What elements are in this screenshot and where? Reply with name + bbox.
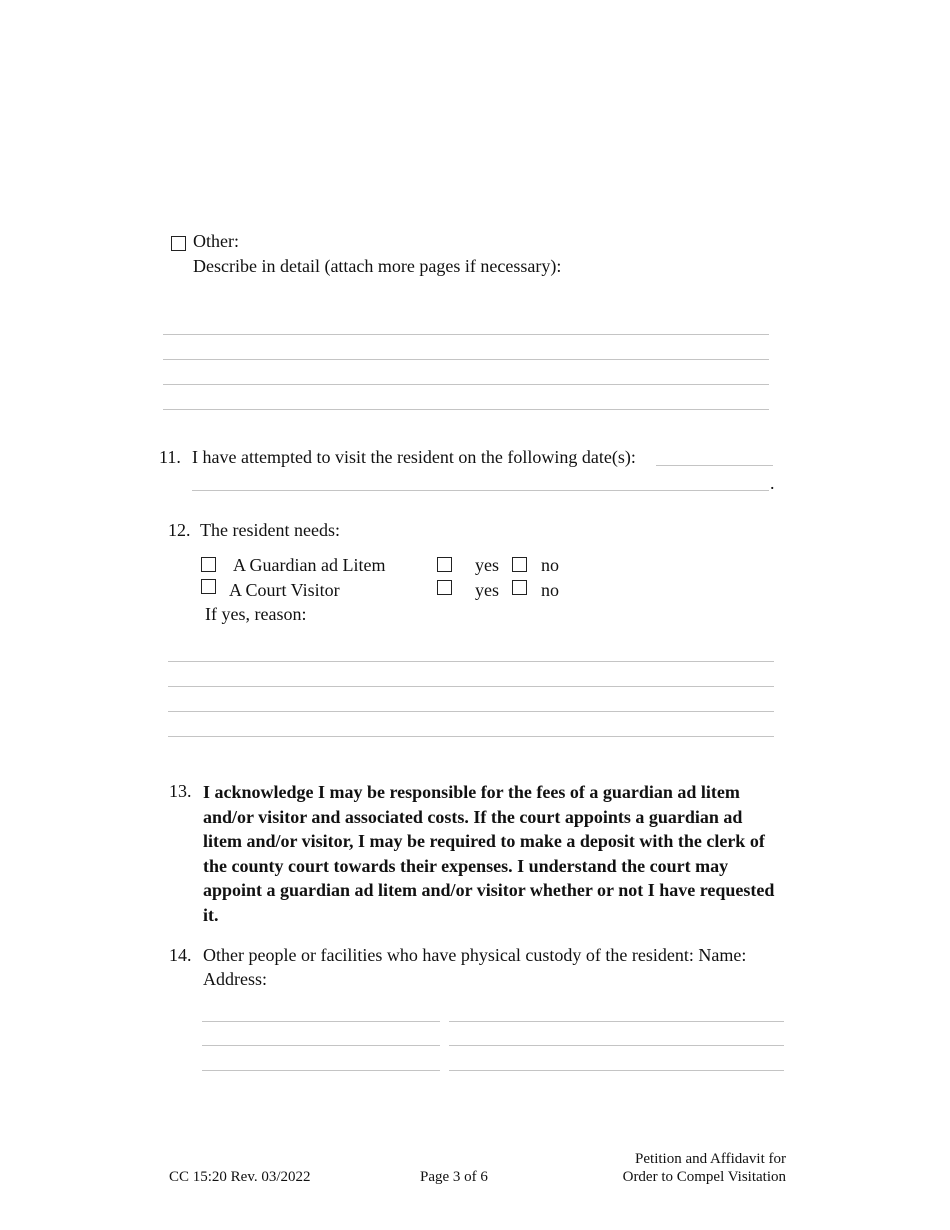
address-line-2[interactable] xyxy=(449,1045,784,1046)
item11-text: I have attempted to visit the resident on the following date(s): xyxy=(192,447,636,467)
item13-number: 13. xyxy=(169,781,192,801)
visitor-no-label: no xyxy=(541,580,559,600)
visitor-no-checkbox[interactable] xyxy=(512,580,527,595)
reason-line-2[interactable] xyxy=(168,686,774,687)
describe-line-4[interactable] xyxy=(163,409,769,410)
acknowledgement-paragraph: I acknowledge I may be responsible for the fees of a guardian ad litem and/or visitor and associated costs. If the court appoints a guardian ad litem and/or visitor, I may be required to make a deposit with the clerk of the county court towards their expenses. I understand the court may appoint a guardian ad litem and/or visitor whether or not I have requested it. xyxy=(203,782,775,925)
item12-text: The resident needs: xyxy=(200,520,340,540)
other-checkbox[interactable] xyxy=(171,236,186,251)
form-title-line-1: Petition and Affidavit for xyxy=(635,1151,786,1167)
dates-period: . xyxy=(770,473,775,493)
page-number: Page 3 of 6 xyxy=(420,1169,488,1185)
visitor-yes-checkbox[interactable] xyxy=(437,580,452,595)
guardian-yes-checkbox[interactable] xyxy=(437,557,452,572)
describe-line-2[interactable] xyxy=(163,359,769,360)
address-line-3[interactable] xyxy=(449,1070,784,1071)
item11-number: 11. xyxy=(159,447,181,467)
reason-line-1[interactable] xyxy=(168,661,774,662)
reason-label: If yes, reason: xyxy=(205,604,307,624)
address-label: Address: xyxy=(203,969,267,989)
item12-number: 12. xyxy=(168,520,191,540)
guardian-no-label: no xyxy=(541,555,559,575)
describe-line-1[interactable] xyxy=(163,334,769,335)
item14-number: 14. xyxy=(169,945,192,965)
reason-line-3[interactable] xyxy=(168,711,774,712)
court-visitor-checkbox[interactable] xyxy=(201,579,216,594)
describe-line-3[interactable] xyxy=(163,384,769,385)
name-line-1[interactable] xyxy=(202,1021,440,1022)
guardian-ad-litem-checkbox[interactable] xyxy=(201,557,216,572)
name-line-2[interactable] xyxy=(202,1045,440,1046)
other-label: Other: xyxy=(193,231,239,251)
guardian-yes-label: yes xyxy=(475,555,499,575)
item14-text: Other people or facilities who have physical custody of the resident: Name: xyxy=(203,945,747,965)
address-line-1[interactable] xyxy=(449,1021,784,1022)
court-visitor-label: A Court Visitor xyxy=(229,580,340,600)
guardian-ad-litem-label: A Guardian ad Litem xyxy=(233,555,386,575)
form-title-line-2: Order to Compel Visitation xyxy=(622,1169,786,1185)
dates-line-2[interactable] xyxy=(192,490,769,491)
reason-line-4[interactable] xyxy=(168,736,774,737)
describe-label: Describe in detail (attach more pages if necessary): xyxy=(193,256,562,276)
dates-line-1[interactable] xyxy=(656,465,773,466)
visitor-yes-label: yes xyxy=(475,580,499,600)
name-line-3[interactable] xyxy=(202,1070,440,1071)
guardian-no-checkbox[interactable] xyxy=(512,557,527,572)
form-id: CC 15:20 Rev. 03/2022 xyxy=(169,1169,311,1185)
